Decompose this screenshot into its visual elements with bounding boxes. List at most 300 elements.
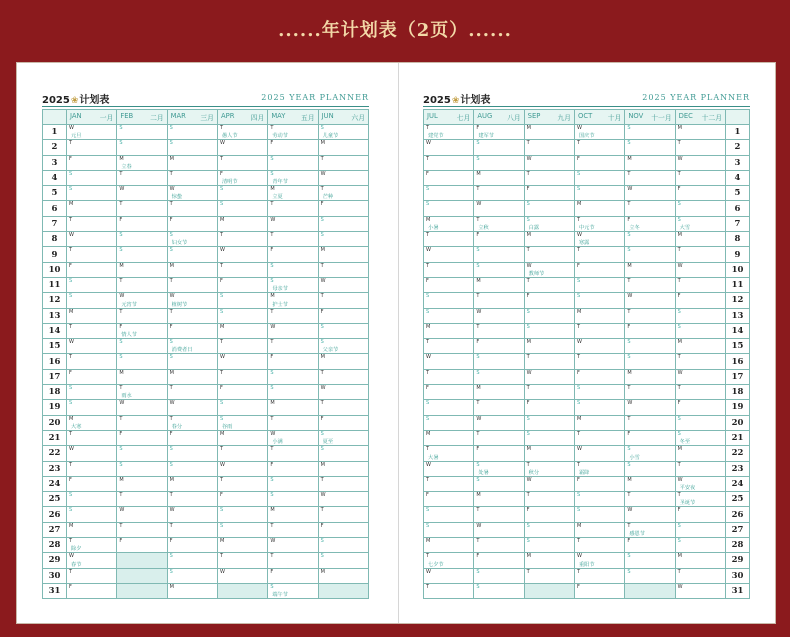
day-cell [474,446,524,461]
weekday-letter: T [119,277,123,284]
weekday-letter: T [476,538,480,545]
weekday-letter: W [476,522,482,529]
day-row [43,140,369,155]
weekday-letter: S [526,201,530,208]
weekday-letter: F [426,385,429,392]
weekday-letter: S [219,507,224,514]
day-number: 27 [726,522,750,537]
day-cell [217,277,267,292]
weekday-letter: M [426,323,431,330]
month-label [676,112,725,122]
weekday-letter: S [119,354,123,361]
day-cell [574,583,624,598]
day-cell [574,522,624,537]
day-cell [574,354,624,369]
day-cell [625,155,675,170]
weekday-letter: T [526,277,530,284]
day-cell [574,140,624,155]
weekday-letter: S [270,583,274,590]
weekday-letter: S [270,492,274,499]
day-number: 10 [726,262,750,277]
weekday-letter: S [627,247,631,254]
weekday-letter: S [576,492,581,499]
holiday-label: 大寒 [71,423,82,430]
day-cell [67,522,117,537]
day-cell [117,430,167,445]
weekday-letter: W [576,446,582,453]
weekday-letter: M [627,476,632,483]
day-number: 23 [726,461,750,476]
day-cell [318,400,368,415]
day-row [43,308,369,323]
day-cell [625,170,675,185]
day-cell [424,461,474,476]
weekday-letter: S [219,293,224,300]
month-label [474,112,523,122]
weekday-letter: W [219,568,225,575]
day-row [43,155,369,170]
weekday-letter: T [526,170,530,177]
empty-day-cell [625,583,675,598]
weekday-letter: W [526,262,532,269]
day-row [424,400,750,415]
day-cell [318,415,368,430]
holiday-label: 植树节 [171,301,188,308]
day-cell [318,186,368,201]
weekday-letter: S [526,430,530,437]
day-cell [117,339,167,354]
day-cell [117,186,167,201]
day-cell [524,522,574,537]
holiday-label: 青年节 [272,179,288,186]
day-cell [424,277,474,292]
weekday-letter: W [627,293,633,300]
day-cell [424,369,474,384]
day-row [424,369,750,384]
day-cell [574,339,624,354]
day-cell [217,232,267,247]
weekday-letter: T [677,140,681,147]
holiday-label: 大暑 [428,454,439,461]
holiday-label: 立秋 [478,225,489,232]
weekday-letter: S [627,461,631,468]
day-cell [318,216,368,231]
day-cell [268,354,318,369]
weekday-letter: F [677,507,681,514]
day-row [424,492,750,507]
weekday-letter: T [119,170,123,177]
weekday-letter: T [69,140,73,147]
month-cn: 七月 [456,114,471,122]
weekday-letter: T [69,354,73,361]
weekday-letter: S [270,262,274,269]
holiday-label: 惊蛰 [171,194,183,201]
day-number: 12 [726,293,750,308]
day-cell [268,492,318,507]
day-cell [574,446,624,461]
holiday-label: 端午节 [272,592,288,599]
weekday-letter: S [169,568,173,575]
weekday-letter: W [119,400,125,407]
weekday-letter: W [320,170,326,177]
day-cell [675,400,725,415]
weekday-letter: S [320,553,324,560]
weekday-letter: T [476,216,480,223]
page-header [42,91,369,107]
weekday-letter: S [426,308,430,315]
day-cell [524,507,574,522]
month-en: NOV [628,112,644,120]
day-cell [167,186,217,201]
month-label [625,112,674,122]
day-cell [524,354,574,369]
day-cell [474,507,524,522]
month-header [268,110,318,125]
day-cell [217,400,267,415]
weekday-letter: F [627,430,631,437]
day-number: 11 [726,277,750,292]
day-row [43,538,369,553]
day-number: 1 [43,125,67,140]
weekday-letter: T [69,461,73,468]
weekday-letter: M [320,140,325,147]
weekday-letter: M [219,323,225,330]
day-cell [474,293,524,308]
day-number: 29 [726,553,750,568]
weekday-letter: S [320,323,324,330]
day-cell [117,522,167,537]
day-cell [167,446,217,461]
day-cell [318,461,368,476]
weekday-letter: F [476,232,480,239]
day-cell [217,216,267,231]
weekday-letter: S [169,247,173,254]
weekday-letter: S [320,446,324,453]
day-number: 5 [43,186,67,201]
weekday-letter: S [169,553,173,560]
day-cell [625,538,675,553]
day-cell [67,140,117,155]
weekday-letter: F [270,140,274,147]
day-number: 2 [43,140,67,155]
weekday-letter: S [526,308,530,315]
weekday-letter: S [169,354,173,361]
day-cell [167,339,217,354]
english-title: 2025 YEAR PLANNER [261,93,369,102]
day-number: 23 [43,461,67,476]
empty-day-cell [117,583,167,598]
day-row [43,369,369,384]
weekday-letter: T [219,339,224,346]
weekday-letter: W [576,339,582,346]
day-cell [217,430,267,445]
day-number: 10 [43,262,67,277]
weekday-letter: F [320,201,324,208]
day-number: 21 [726,430,750,445]
day-cell [67,293,117,308]
day-number: 16 [726,354,750,369]
weekday-letter: M [270,507,275,514]
day-cell [117,232,167,247]
weekday-letter: T [169,492,173,499]
weekday-letter: M [320,247,325,254]
weekday-letter: F [677,400,681,407]
day-cell [217,140,267,155]
weekday-letter: W [69,232,74,239]
day-cell [117,538,167,553]
weekday-letter: S [426,201,430,208]
weekday-letter: T [69,538,73,545]
day-cell [675,430,725,445]
weekday-letter: T [677,568,681,575]
weekday-letter: S [69,492,73,499]
weekday-letter: S [627,140,631,147]
weekday-letter: M [476,277,481,284]
day-cell [625,507,675,522]
weekday-letter: M [627,369,632,376]
day-row [43,492,369,507]
day-cell [217,415,267,430]
day-cell [524,201,574,216]
month-label [424,112,473,122]
day-number: 11 [43,277,67,292]
weekday-letter: M [219,430,225,437]
day-cell [524,186,574,201]
day-cell [167,308,217,323]
day-cell [117,262,167,277]
weekday-letter: M [169,369,174,376]
day-cell [524,323,574,338]
day-cell [625,216,675,231]
day-row [424,308,750,323]
day-cell [268,583,318,598]
holiday-label: 处暑 [478,469,489,476]
day-cell [217,339,267,354]
day-cell [117,415,167,430]
day-cell [117,476,167,491]
weekday-letter: S [219,308,224,315]
day-cell [268,461,318,476]
weekday-letter: S [476,262,480,269]
weekday-letter: F [426,277,429,284]
holiday-label: 建军节 [478,133,494,140]
holiday-label: 平安夜 [679,485,696,492]
day-number: 6 [43,201,67,216]
weekday-letter: F [526,400,530,407]
day-number: 14 [43,323,67,338]
holiday-label: 大雪 [679,225,691,232]
day-cell [67,385,117,400]
weekday-letter: S [169,140,173,147]
weekday-letter: T [69,323,73,330]
day-cell [268,293,318,308]
weekday-letter: W [270,430,276,437]
day-row [424,538,750,553]
day-cell [117,492,167,507]
day-number: 25 [726,492,750,507]
day-cell [574,385,624,400]
weekday-letter: M [526,446,531,453]
day-cell [167,354,217,369]
weekday-letter: T [627,415,631,422]
day-cell [424,446,474,461]
holiday-label: 国庆节 [578,133,595,140]
weekday-letter: S [169,125,173,131]
weekday-letter: S [576,507,581,514]
month-label [525,112,574,122]
day-cell [474,201,524,216]
day-cell [117,201,167,216]
holiday-label: 儿童节 [322,133,339,140]
weekday-letter: F [270,568,274,575]
day-cell [167,155,217,170]
day-cell [424,553,474,568]
day-number: 16 [43,354,67,369]
weekday-letter: M [677,125,682,131]
day-cell [474,323,524,338]
day-cell [67,262,117,277]
weekday-letter: S [677,430,681,437]
weekday-letter: T [677,247,681,254]
weekday-letter: T [576,354,581,361]
day-row [43,125,369,140]
weekday-letter: M [69,522,74,529]
day-row [43,232,369,247]
day-number: 29 [43,553,67,568]
weekday-letter: T [576,461,581,468]
day-row [424,277,750,292]
day-row [424,216,750,231]
weekday-letter: F [219,277,223,284]
day-cell [574,323,624,338]
day-cell [217,553,267,568]
day-cell [625,186,675,201]
day-cell [474,232,524,247]
weekday-letter: F [119,323,123,330]
weekday-letter: W [677,155,683,162]
day-row [424,568,750,583]
weekday-letter: M [169,155,174,162]
holiday-label: 冬至 [679,439,691,446]
day-cell [625,553,675,568]
weekday-letter: W [476,201,482,208]
weekday-letter: T [426,155,430,162]
day-row [43,277,369,292]
weekday-letter: S [476,247,480,254]
month-cn: 一月 [99,114,114,122]
day-number: 26 [726,507,750,522]
weekday-letter: F [169,323,173,330]
weekday-letter: F [576,155,580,162]
weekday-letter: M [526,232,531,239]
day-row [424,293,750,308]
day-cell [217,507,267,522]
day-row [424,247,750,262]
weekday-letter: T [426,339,430,346]
day-number: 8 [726,232,750,247]
day-cell [474,140,524,155]
weekday-letter: T [526,140,530,147]
holiday-label: 元宵节 [121,301,137,308]
holiday-label: 霜降 [578,469,590,476]
weekday-letter: T [119,385,123,392]
month-header [574,110,624,125]
day-cell [524,247,574,262]
day-cell [675,476,725,491]
weekday-letter: M [526,125,531,131]
weekday-letter: S [270,369,274,376]
day-cell [524,415,574,430]
day-cell [524,125,574,140]
month-header [167,110,217,125]
day-row [424,155,750,170]
weekday-letter: M [270,293,275,300]
weekday-letter: T [576,216,581,223]
weekday-letter: S [169,461,173,468]
weekday-letter: W [119,507,125,514]
weekday-letter: W [69,125,74,131]
month-label [319,112,368,122]
weekday-letter: S [270,385,274,392]
day-cell [574,186,624,201]
day-number: 19 [43,400,67,415]
day-cell [318,385,368,400]
weekday-letter: S [627,339,631,346]
day-cell [318,170,368,185]
day-row [424,446,750,461]
day-row [43,430,369,445]
weekday-letter: F [219,385,223,392]
day-cell [167,293,217,308]
day-cell [217,125,267,140]
day-cell [268,323,318,338]
day-number: 1 [726,125,750,140]
day-cell [318,308,368,323]
day-row [43,186,369,201]
weekday-letter: T [627,308,631,315]
weekday-letter: W [69,553,74,560]
weekday-letter: M [526,339,531,346]
day-cell [167,553,217,568]
planner-title: 2025❀计划表 [423,95,491,106]
weekday-letter: T [219,553,224,560]
weekday-letter: W [219,140,225,147]
day-cell [117,293,167,308]
weekday-letter: T [576,568,581,575]
day-row [43,400,369,415]
day-cell [117,155,167,170]
weekday-letter: S [426,400,430,407]
day-cell [574,553,624,568]
day-cell [424,186,474,201]
weekday-letter: F [476,339,480,346]
day-cell [167,568,217,583]
day-cell [67,155,117,170]
day-number: 21 [43,430,67,445]
day-row [424,201,750,216]
month-header [524,110,574,125]
weekday-letter: S [526,415,530,422]
month-header [318,110,368,125]
day-cell [474,492,524,507]
weekday-letter: T [270,201,274,208]
holiday-label: 小雪 [629,454,640,461]
weekday-letter: M [219,538,225,545]
weekday-letter: S [526,323,530,330]
weekday-letter: S [119,140,123,147]
day-cell [424,323,474,338]
day-cell [424,293,474,308]
